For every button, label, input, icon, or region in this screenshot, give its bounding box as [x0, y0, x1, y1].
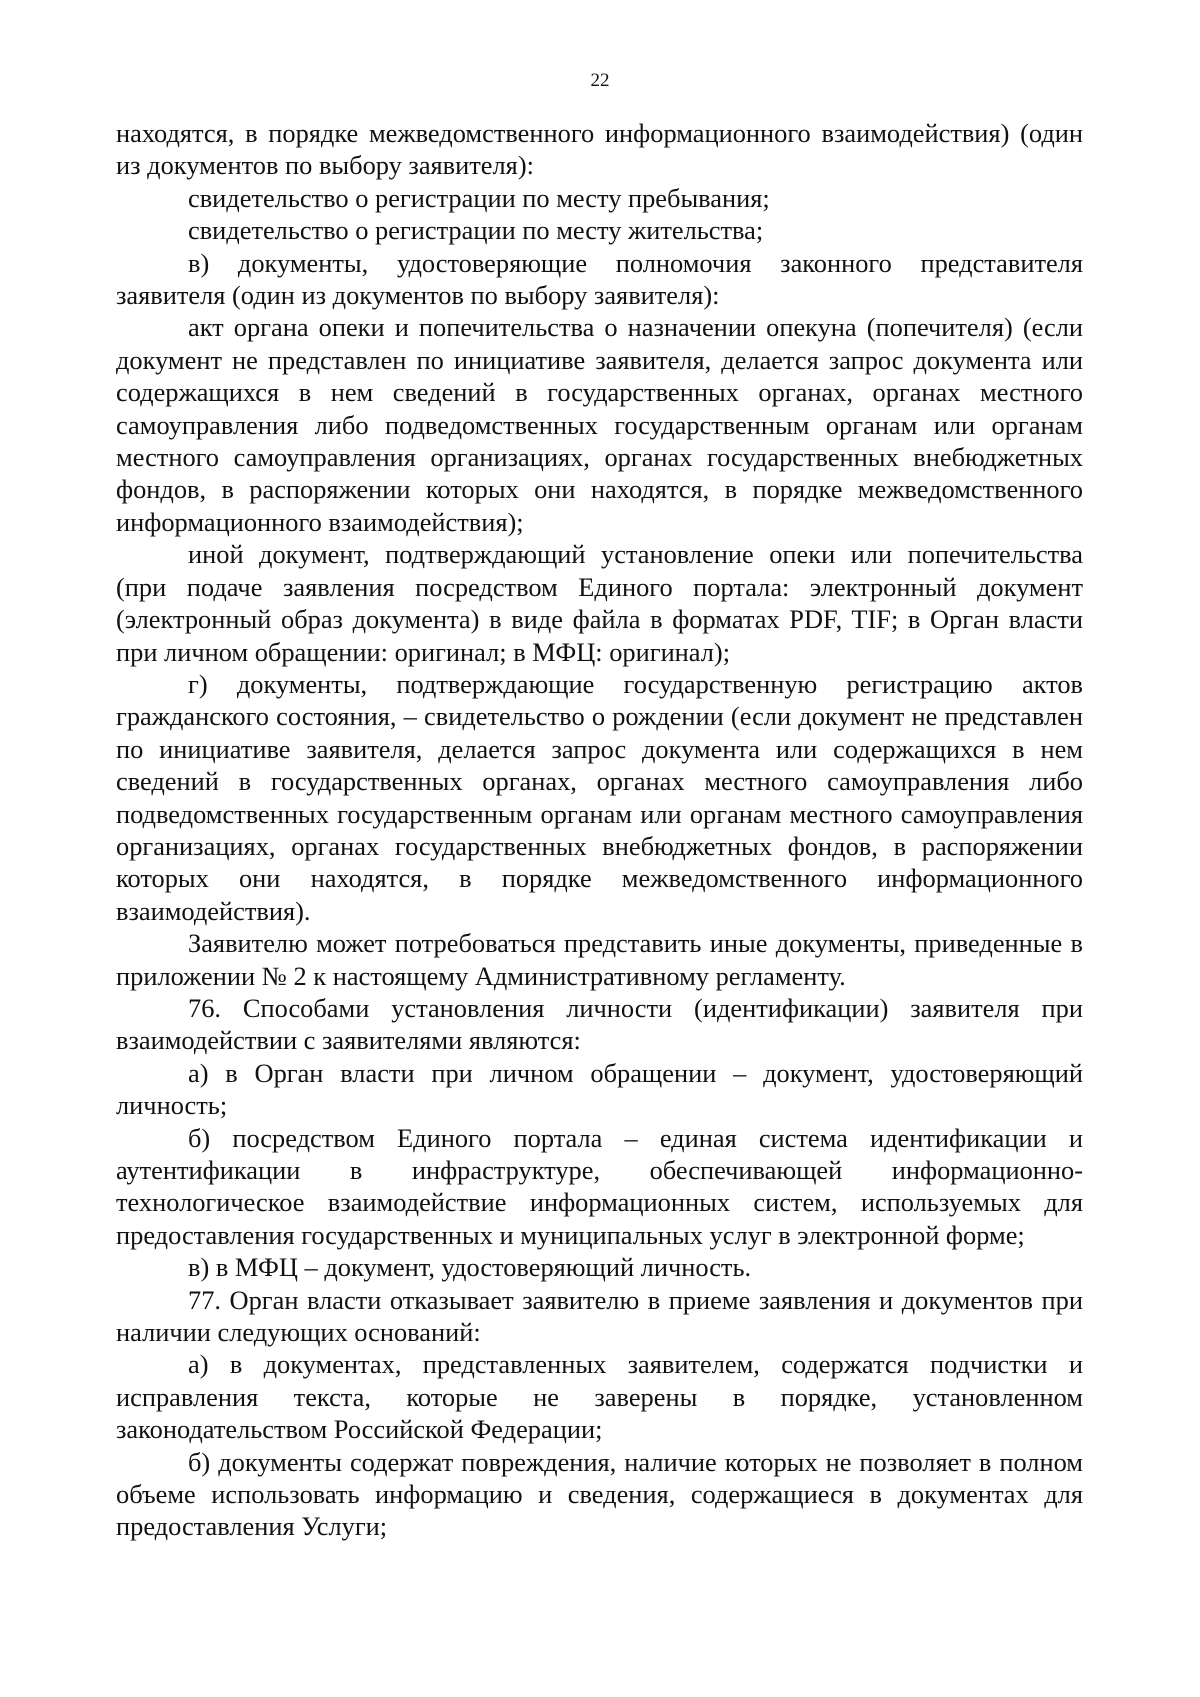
- paragraph-77-a: а) в документах, представленных заявителем, содержатся подчистки и исправления текста, которые не заверены в порядке, установленном законодательством Российской Федерации;: [116, 1349, 1083, 1445]
- paragraph-continuation: находятся, в порядке межведомственного информационного взаимодействия) (один из документов по выбору заявителя):: [116, 118, 1083, 181]
- paragraph-76-identification: 76. Способами установления личности (идентификации) заявителя при взаимодействии с заявителями являются:: [116, 992, 1083, 1056]
- paragraph-item-g-civil-status: г) документы, подтверждающие государственную регистрацию актов гражданского состояния, – свидетельство о рождении (если документ не представлен по инициативе заявителя, делается запрос документа или содержащихся в нем сведений в государственных органах, органах местного самоуправления либо подведомственных государственным органам или органам местного самоуправления организациях, органах государственных внебюджетных фондов, в распоряжении которых они находятся, в порядке межведомственного информационного взаимодействия).: [116, 668, 1083, 926]
- paragraph-other-documents: Заявителю может потребоваться представить иные документы, приведенные в приложении № 2 к настоящему Административному регламенту.: [116, 928, 1083, 991]
- paragraph-residence-stay: свидетельство о регистрации по месту пребывания;: [188, 182, 770, 213]
- page-number: 22: [590, 70, 610, 91]
- paragraph-76-b: б) посредством Единого портала – единая система идентификации и аутентификации в инфраструктуре, обеспечивающей информационно-технологическое взаимодействие информационных систем, используемых для предоставления государственных и муниципальных услуг в электронной форме;: [116, 1122, 1083, 1250]
- paragraph-other-guardianship-document: иной документ, подтверждающий установление опеки или попечительства (при подаче заявления посредством Единого портала: электронный документ (электронный образ документа) в виде файла в форматах PDF, TIF; в Орган власти при личном обращении: оригинал; в МФЦ: оригинал);: [116, 539, 1083, 667]
- paragraph-76-v: в) в МФЦ – документ, удостоверяющий личность.: [188, 1252, 752, 1283]
- paragraph-residence-registration: свидетельство о регистрации по месту жительства;: [188, 215, 764, 246]
- paragraph-77-b: б) документы содержат повреждения, наличие которых не позволяет в полном объеме использовать информацию и сведения, содержащиеся в документах для предоставления Услуги;: [116, 1446, 1083, 1542]
- paragraph-guardianship-act: акт органа опеки и попечительства о назначении опекуна (попечителя) (если документ не представлен по инициативе заявителя, делается запрос документа или содержащихся в нем сведений в государственных органах, органах местного самоуправления либо подведомственных государственным органам или органам местного самоуправления организациях, органах государственных внебюджетных фондов, в распоряжении которых они находятся, в порядке межведомственного информационного взаимодействия);: [116, 312, 1083, 537]
- paragraph-76-a: а) в Орган власти при личном обращении – документ, удостоверяющий личность;: [116, 1057, 1083, 1121]
- paragraph-77-refusal: 77. Орган власти отказывает заявителю в приеме заявления и документов при наличии следующих оснований:: [116, 1284, 1083, 1348]
- document-body: [116, 117, 1083, 1543]
- paragraph-item-v-representative: в) документы, удостоверяющие полномочия законного представителя заявителя (один из документов по выбору заявителя):: [116, 247, 1083, 311]
